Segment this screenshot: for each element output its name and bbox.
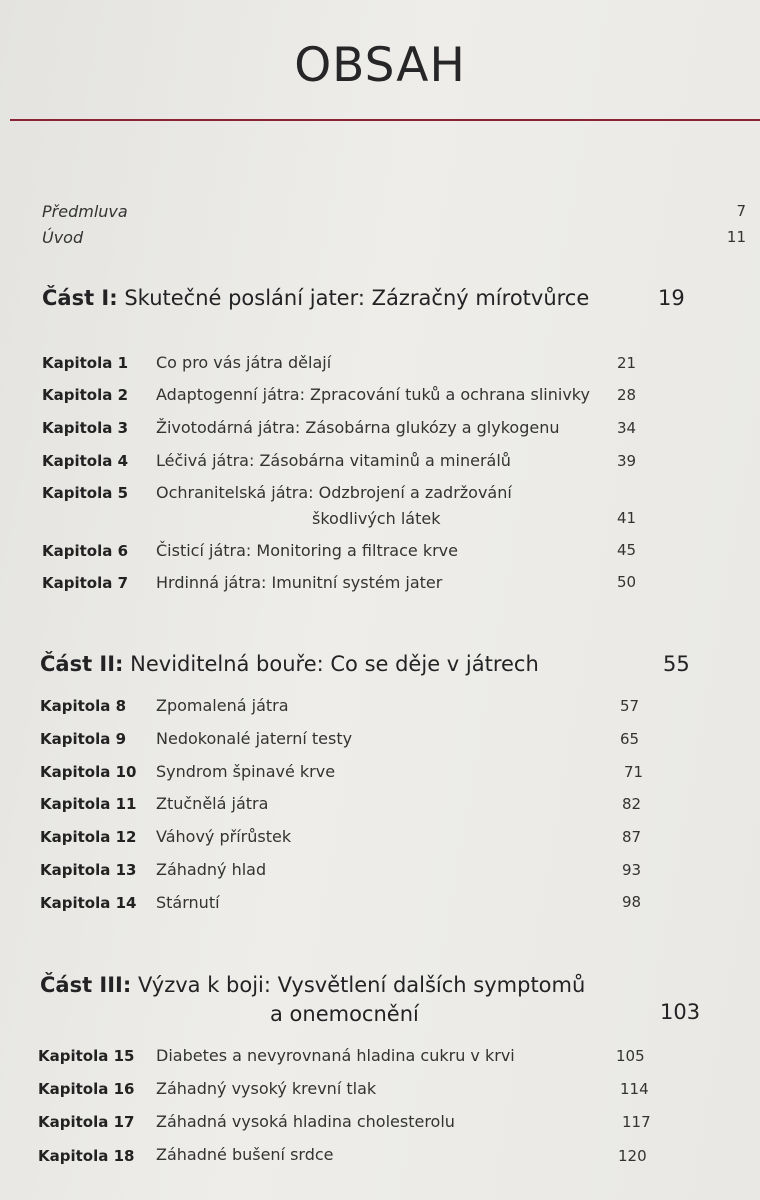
chapter-title[interactable]: Syndrom špinavé krve xyxy=(156,762,336,781)
chapter-label: Kapitola 3 xyxy=(42,419,129,437)
chapter-page: 82 xyxy=(622,795,642,813)
chapter-page: 98 xyxy=(622,893,642,911)
chapter-page: 105 xyxy=(616,1047,645,1065)
part-heading[interactable] xyxy=(40,973,585,997)
chapter-title[interactable]: Záhadná vysoká hladina cholesterolu xyxy=(156,1112,455,1131)
chapter-label: Kapitola 16 xyxy=(38,1080,135,1098)
part-title: Výzva k boji: Vysvětlení dalších symptomů xyxy=(137,973,586,997)
chapter-label: Kapitola 6 xyxy=(42,542,129,560)
chapter-label: Kapitola 11 xyxy=(40,795,137,813)
chapter-page: 87 xyxy=(622,828,642,846)
front-matter-label[interactable]: Úvod xyxy=(42,228,84,247)
chapter-title[interactable]: Co pro vás játra dělají xyxy=(156,353,332,372)
chapter-page: 21 xyxy=(617,354,637,372)
chapter-page: 71 xyxy=(624,763,644,781)
chapter-title[interactable]: Diabetes a nevyrovnaná hladina cukru v krvi xyxy=(156,1046,515,1065)
chapter-label: Kapitola 4 xyxy=(42,452,129,470)
chapter-label: Kapitola 14 xyxy=(40,894,137,912)
chapter-title[interactable]: Zpomalená játra xyxy=(156,696,289,715)
chapter-page: 117 xyxy=(622,1113,651,1131)
part-page: 103 xyxy=(660,1000,701,1024)
chapter-title[interactable]: Nedokonalé jaterní testy xyxy=(156,729,353,748)
chapter-page: 34 xyxy=(617,419,637,437)
title-rule xyxy=(10,119,760,121)
chapter-title[interactable]: Životodárná játra: Zásobárna glukózy a glykogenu xyxy=(156,418,560,437)
chapter-page: 39 xyxy=(617,452,637,470)
chapter-label: Kapitola 10 xyxy=(40,763,137,781)
chapter-page: 57 xyxy=(620,697,640,715)
chapter-label: Kapitola 1 xyxy=(42,354,129,372)
part-label: Část I: xyxy=(42,286,118,310)
chapter-title[interactable]: Léčivá játra: Zásobárna vitaminů a minerálů xyxy=(156,451,511,470)
chapter-title[interactable]: Záhadné bušení srdce xyxy=(156,1145,334,1164)
chapter-title[interactable]: Čisticí játra: Monitoring a filtrace krve xyxy=(156,541,458,560)
part-title-continued[interactable]: a onemocnění xyxy=(270,1002,419,1026)
part-heading[interactable] xyxy=(42,286,589,310)
part-title: Neviditelná bouře: Co se děje v játrech xyxy=(130,652,539,676)
chapter-page: 41 xyxy=(617,509,637,527)
chapter-page: 114 xyxy=(620,1080,649,1098)
page-title: OBSAH xyxy=(294,38,466,93)
chapter-page: 50 xyxy=(617,573,637,591)
part-page: 55 xyxy=(663,652,690,676)
chapter-label: Kapitola 9 xyxy=(40,730,127,748)
chapter-page: 93 xyxy=(622,861,642,879)
chapter-page: 65 xyxy=(620,730,640,748)
part-title: Skutečné poslání jater: Zázračný mírotvůrce xyxy=(124,286,590,310)
chapter-label: Kapitola 12 xyxy=(40,828,137,846)
chapter-page: 120 xyxy=(618,1147,647,1165)
chapter-title[interactable]: Ochranitelská játra: Odzbrojení a zadržování xyxy=(156,483,512,502)
chapter-label: Kapitola 15 xyxy=(38,1047,135,1065)
part-page: 19 xyxy=(658,286,685,310)
front-matter-page: 11 xyxy=(726,228,746,246)
chapter-label: Kapitola 13 xyxy=(40,861,137,879)
chapter-title[interactable]: Záhadný hlad xyxy=(156,860,267,879)
chapter-label: Kapitola 2 xyxy=(42,386,129,404)
chapter-title[interactable]: Adaptogenní játra: Zpracování tuků a ochrana slinivky xyxy=(156,385,590,404)
chapter-label: Kapitola 5 xyxy=(42,484,129,502)
chapter-page: 28 xyxy=(617,386,637,404)
chapter-title[interactable]: Ztučnělá játra xyxy=(156,794,269,813)
chapter-label: Kapitola 8 xyxy=(40,697,127,715)
chapter-title[interactable]: Hrdinná játra: Imunitní systém jater xyxy=(156,573,443,592)
chapter-label: Kapitola 17 xyxy=(38,1113,135,1131)
front-matter-page: 7 xyxy=(736,202,746,220)
chapter-label: Kapitola 7 xyxy=(42,574,129,592)
chapter-label: Kapitola 18 xyxy=(38,1147,135,1165)
front-matter-label[interactable]: Předmluva xyxy=(42,202,128,221)
chapter-title[interactable]: Záhadný vysoký krevní tlak xyxy=(156,1079,377,1098)
chapter-title[interactable]: Váhový přírůstek xyxy=(156,827,292,846)
part-heading[interactable] xyxy=(40,652,539,676)
part-label: Část II: xyxy=(40,652,124,676)
chapter-page: 45 xyxy=(617,541,637,559)
chapter-title-continued[interactable]: škodlivých látek xyxy=(312,509,441,528)
part-label: Část III: xyxy=(40,973,132,997)
chapter-title[interactable]: Stárnutí xyxy=(156,893,220,912)
